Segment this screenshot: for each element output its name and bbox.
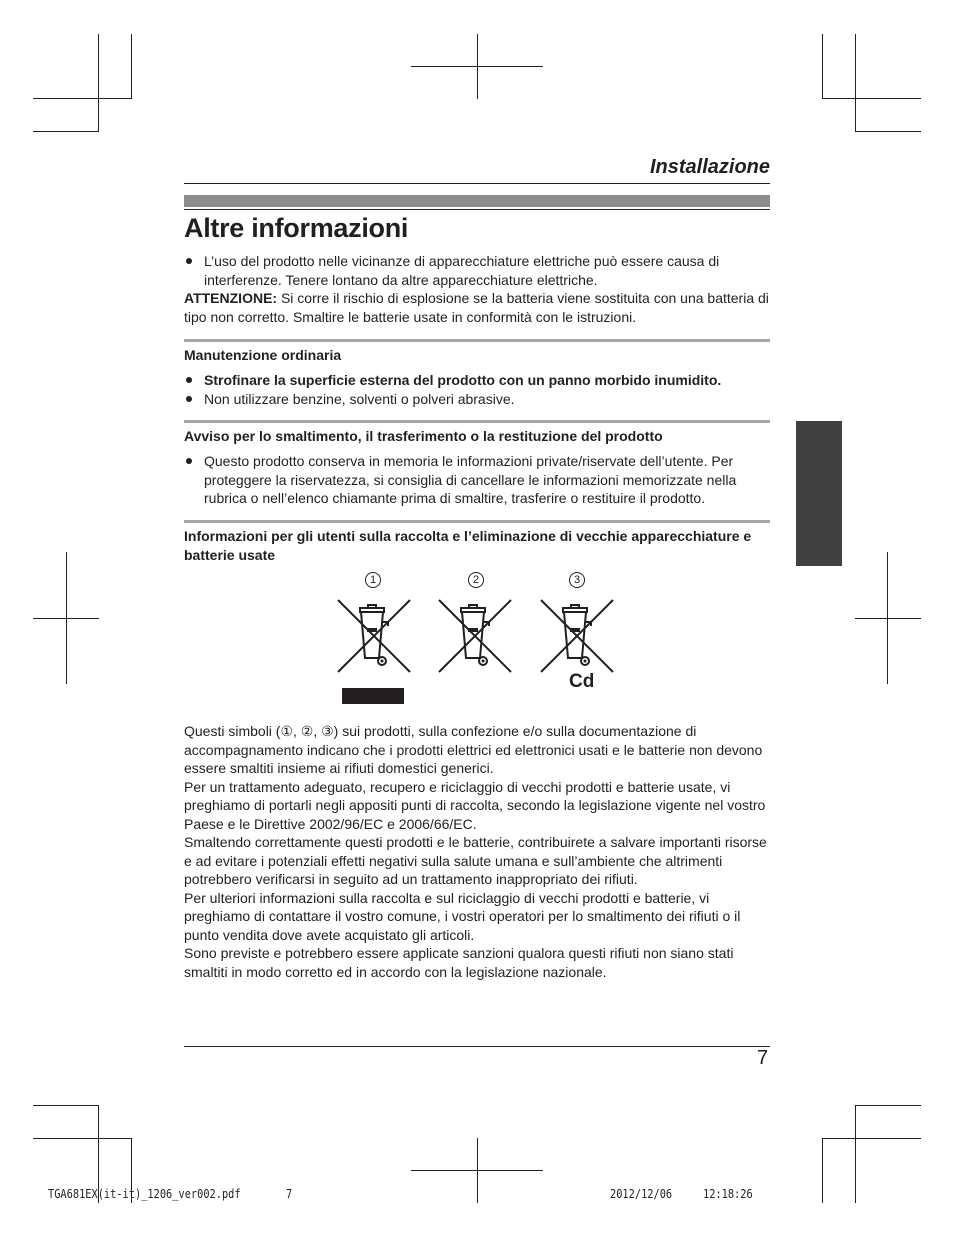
footer-rule <box>184 1046 770 1047</box>
black-bar <box>342 688 404 704</box>
crossed-bin-icon <box>537 594 621 678</box>
crossed-bin-icon <box>334 594 418 678</box>
warning-label: ATTENZIONE: <box>184 290 278 306</box>
weee-paragraph-5: Sono previste e potrebbero essere applicate sanzioni qualora questi rifiuti non siano stati smaltiti in modo corretto ed in accordo con la legislazione nazionale. <box>184 945 734 980</box>
disposal-list <box>184 452 770 508</box>
section-separator <box>184 420 770 423</box>
warning-paragraph <box>184 289 770 326</box>
symbol-number-3: 3 <box>569 572 585 588</box>
chapter-thumb-tab <box>796 421 842 566</box>
weee-symbol-1 <box>334 570 418 710</box>
page-number: 7 <box>757 1047 769 1069</box>
maintenance-bullet-2: Non utilizzare benzine, solventi o polveri abrasive. <box>184 390 770 409</box>
weee-paragraph-3: Smaltendo correttamente questi prodotti e le batterie, contribuirete a salvare importanti risorse e ad evitare i potenziali effetti negativi sulla salute umana e sull’ambiente che altrimenti potrebbero verificarsi in seguito ad un trattamento inappropriato dei rifiuti. <box>184 834 767 887</box>
weee-paragraph-1: Questi simboli (①, ②, ③) sui prodotti, sulla confezione e/o sulla documentazione di accompagnamento indicano che i prodotti elettrici ed elettronici usati e le batterie non devono essere smaltiti insieme ai rifiuti domestici generici. <box>184 723 763 776</box>
intro-block <box>184 252 770 326</box>
maintenance-list <box>184 371 770 408</box>
cadmium-label: Cd <box>569 671 595 692</box>
footer-filename: TGA681EX(it-it)_1206_ver002.pdf <box>48 1187 241 1201</box>
maintenance-bullet-1: Strofinare la superficie esterna del prodotto con un panno morbido inumidito. <box>184 371 770 390</box>
title-rule <box>184 209 770 210</box>
section-separator <box>184 339 770 342</box>
section-separator <box>184 520 770 523</box>
footer-time: 12:18:26 <box>703 1187 753 1201</box>
warning-text: Si corre il rischio di esplosione se la batteria viene sostituita con una batteria di tipo non corretto. Smaltire le batterie usate in conformità con le istruzioni. <box>184 290 769 325</box>
weee-symbols <box>334 570 624 710</box>
disposal-bullet: Questo prodotto conserva in memoria le informazioni private/riservate dell’utente. Per proteggere la riservatezza, si consiglia di cancellare le informazioni memorizzate nella rubrica o nell’elenco chiamante prima di smaltire, trasferire o restituire il prodotto. <box>184 452 770 508</box>
symbol-number-1: 1 <box>365 572 381 588</box>
symbol-number-2: 2 <box>468 572 484 588</box>
weee-symbol-2 <box>435 570 519 710</box>
footer-date: 2012/12/06 <box>610 1187 673 1201</box>
header-rule <box>184 183 770 184</box>
disposal-heading: Avviso per lo smaltimento, il trasferimento o la restituzione del prodotto <box>184 428 663 444</box>
weee-symbol-3 <box>537 570 621 710</box>
crossed-bin-icon <box>435 594 519 678</box>
weee-paragraph-2: Per un trattamento adeguato, recupero e riciclaggio di vecchi prodotti e batterie usate, vi preghiamo di portarli negli appositi punti di raccolta, secondo la legislazione vigente nel vostro Paese e le Direttive 2002/96/EC e 2006/66/EC. <box>184 778 766 832</box>
maintenance-heading: Manutenzione ordinaria <box>184 347 342 363</box>
weee-paragraph-4: Per ulteriori informazioni sulla raccolta e sul riciclaggio di vecchi prodotti e batterie, vi preghiamo di contattare il vostro comune, i vostri operatori per lo smaltimento dei rifiuti o il punto vendita dove avete acquistato gli articoli. <box>184 889 741 943</box>
footer-sheet: 7 <box>286 1187 293 1201</box>
title-bar <box>184 195 770 207</box>
section-header: Installazione <box>649 156 770 178</box>
intro-bullet: L’uso del prodotto nelle vicinanze di apparecchiature elettriche può essere causa di interferenze. Tenere lontano da altre apparecchiature elettriche. <box>184 252 770 289</box>
page-title: Altre informazioni <box>184 213 409 243</box>
weee-body <box>184 722 770 981</box>
weee-heading: Informazioni per gli utenti sulla raccolta e l’eliminazione di vecchie apparecchiature e batterie usate <box>184 528 752 563</box>
